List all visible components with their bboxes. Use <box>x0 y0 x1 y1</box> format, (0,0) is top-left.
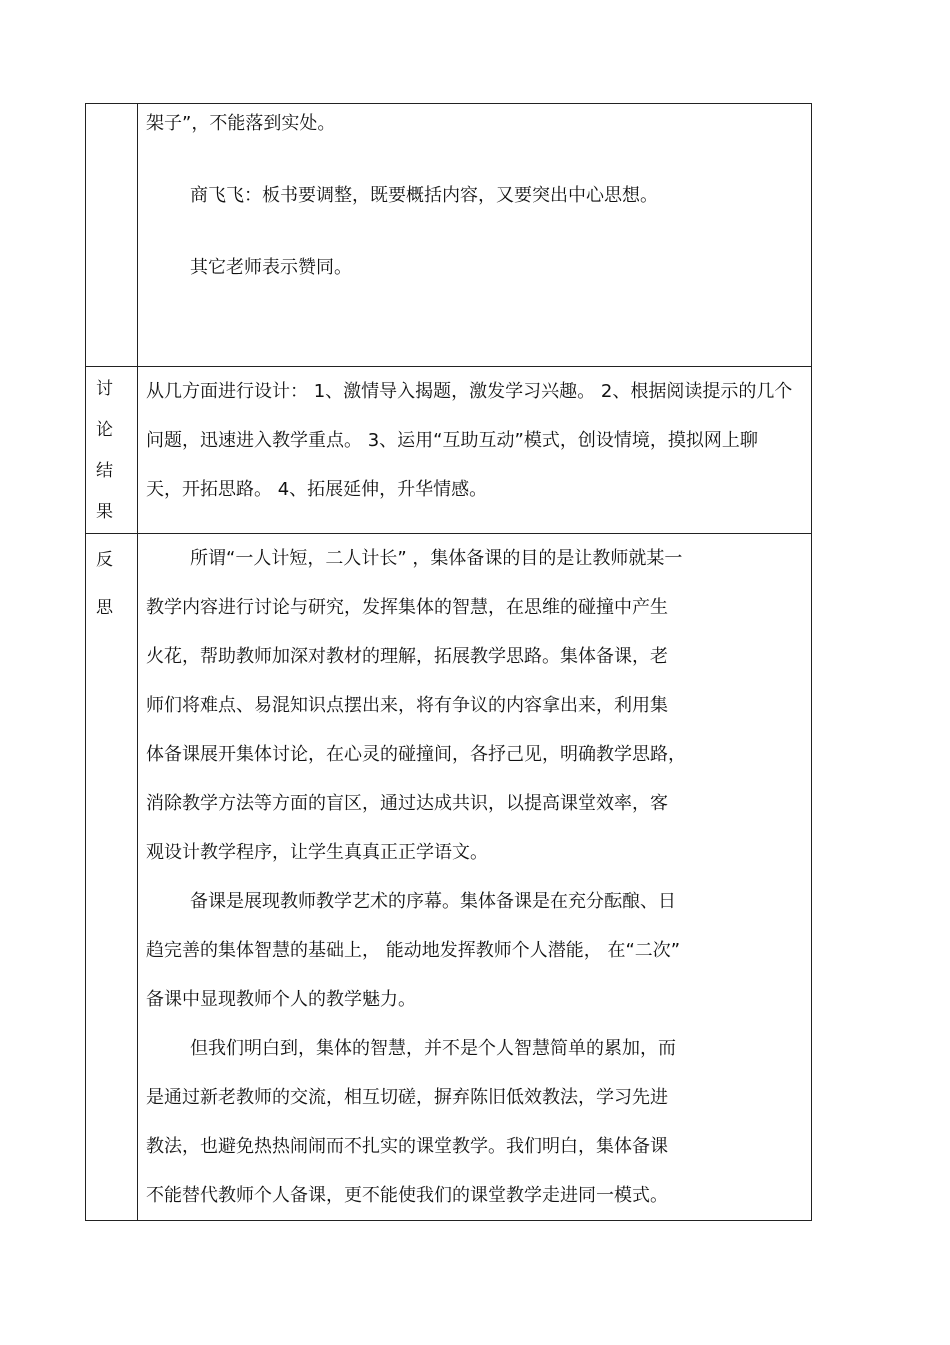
table-row-discussion-result <box>86 367 812 534</box>
row-content-discussion-result <box>138 367 812 534</box>
text-line: 火花，帮助教师加深对教材的理解，拓展教学思路。集体备课，老 <box>146 646 668 667</box>
paragraph: 其它老师表示赞同。 <box>190 257 352 278</box>
text-line: 备课中显现教师个人的教学魅力。 <box>146 989 416 1010</box>
label-char: 结 <box>96 461 113 481</box>
table-row-reflection <box>86 534 812 1221</box>
paragraph <box>138 1024 811 1220</box>
text-line: 趋完善的集体智慧的基础上， 能动地发挥教师个人潜能， 在“二次” <box>146 940 681 961</box>
text-line: 但我们明白到，集体的智慧，并不是个人智慧简单的累加，而 <box>190 1038 676 1059</box>
row-label-empty <box>86 104 138 367</box>
text-line: 教法，也避免热热闹闹而不扎实的课堂教学。我们明白，集体备课 <box>146 1136 668 1157</box>
paragraph: 架子”，不能落到实处。 <box>146 113 336 134</box>
paragraph: 商飞飞：板书要调整，既要概括内容，又要突出中心思想。 <box>190 185 658 206</box>
label-char: 思 <box>96 598 113 618</box>
row-label-discussion-result <box>86 367 138 534</box>
row-content-discussion <box>138 104 812 367</box>
text-line: 备课是展现教师教学艺术的序幕。集体备课是在充分酝酿、日 <box>190 891 676 912</box>
paragraph <box>138 534 811 877</box>
row-content-reflection <box>138 534 812 1221</box>
text-line: 体备课展开集体讨论，在心灵的碰撞间，各抒己见，明确教学思路， <box>146 744 686 765</box>
lesson-prep-record-table <box>85 103 812 1221</box>
label-char: 果 <box>96 502 113 522</box>
paragraph: 从几方面进行设计： 1、激情导入揭题，激发学习兴趣。 2、根据阅读提示的几个问题，迅速进入教学重点。 3、运用“互助互动”模式，创设情境，摸拟网上聊天，开拓思路。 4、拓展延伸，升华情感。 <box>146 381 793 500</box>
label-char: 论 <box>96 420 113 440</box>
text-line: 消除教学方法等方面的盲区，通过达成共识，以提高课堂效率，客 <box>146 793 668 814</box>
text-line: 所谓“一人计短，二人计长” ，集体备课的目的是让教师就某一 <box>190 548 683 569</box>
text-line: 师们将难点、易混知识点摆出来，将有争议的内容拿出来，利用集 <box>146 695 668 716</box>
text-line: 观设计教学程序，让学生真真正正学语文。 <box>146 842 488 863</box>
paragraph <box>138 877 811 1024</box>
row-label-reflection <box>86 534 138 1221</box>
label-char: 讨 <box>96 379 113 399</box>
text-line: 不能替代教师个人备课，更不能使我们的课堂教学走进同一模式。 <box>146 1185 668 1206</box>
text-line: 教学内容进行讨论与研究，发挥集体的智慧，在思维的碰撞中产生 <box>146 597 668 618</box>
label-char: 反 <box>96 550 113 570</box>
text-line: 是通过新老教师的交流，相互切磋，摒弃陈旧低效教法，学习先进 <box>146 1087 668 1108</box>
table-row-continuation <box>86 104 812 367</box>
